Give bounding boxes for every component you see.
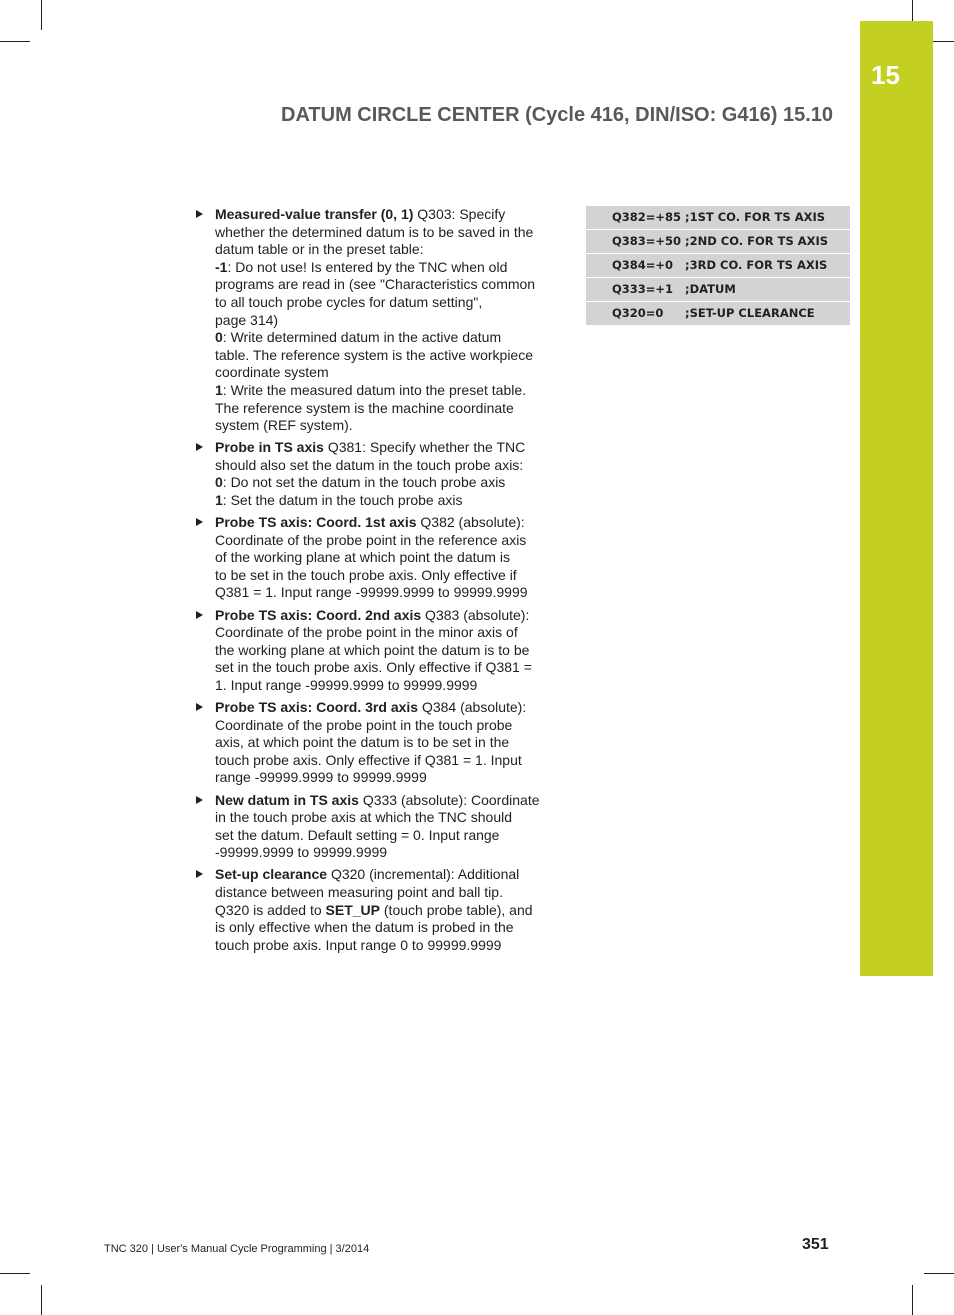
- bullet-triangle-icon: [196, 518, 203, 526]
- param-text: (touch probe table), and: [380, 901, 533, 918]
- param-term: Probe in TS axis: [215, 439, 324, 456]
- bullet-triangle-icon: [196, 443, 203, 451]
- bullet-triangle-icon: [196, 796, 203, 804]
- crop-mark: [41, 0, 42, 30]
- param-text: set in the touch probe axis. Only effective if Q381 =: [215, 659, 532, 676]
- option-text: table. The reference system is the active workpiece: [215, 346, 534, 363]
- code-row: [586, 230, 850, 253]
- param-text: Q381 = 1. Input range -99999.9999 to 99999.9999: [215, 584, 528, 601]
- option-key: 1: [215, 381, 223, 398]
- option-key: 0: [215, 329, 223, 346]
- code-param: Q384=+0: [612, 258, 674, 272]
- param-text: range -99999.9999 to 99999.9999: [215, 769, 427, 786]
- param-text: datum table or in the preset table:: [215, 241, 424, 258]
- param-text: Q382 (absolute):: [416, 514, 525, 531]
- param-text: Coordinate of the probe point in the touch probe: [215, 716, 513, 733]
- code-param: Q382=+85: [612, 210, 682, 224]
- param-term: Measured-value transfer (0, 1): [215, 206, 414, 222]
- param-text: Q320 is added to: [215, 901, 326, 918]
- code-row: [586, 302, 850, 325]
- footer-text: TNC 320 | User's Manual Cycle Programming | 3/2014: [104, 1243, 370, 1255]
- code-comment: ;DATUM: [685, 282, 736, 296]
- bullet-triangle-icon: [196, 210, 203, 218]
- param-text: -99999.9999 to 99999.9999: [215, 844, 388, 861]
- option-text: coordinate system: [215, 364, 329, 381]
- list-item: [196, 514, 558, 602]
- code-row: [586, 206, 850, 229]
- option-text: system (REF system).: [215, 417, 353, 434]
- list-item: [196, 607, 558, 695]
- page-reference[interactable]: page 314): [215, 311, 279, 328]
- param-term: Probe TS axis: Coord. 1st axis: [215, 514, 417, 531]
- param-term: Set-up clearance: [215, 866, 328, 883]
- option-key: 1: [215, 492, 223, 508]
- list-item: [196, 866, 558, 954]
- param-text: Q303: Specify: [413, 206, 506, 222]
- param-text: of the working plane at which point the datum is: [215, 549, 510, 566]
- list-item: [196, 206, 558, 435]
- param-text: Coordinate of the probe point in the reference axis: [215, 531, 527, 548]
- code-comment: ;1ST CO. FOR TS AXIS: [685, 210, 826, 224]
- param-text: Q383 (absolute):: [421, 606, 530, 623]
- list-item: [196, 699, 558, 787]
- param-text: 1. Input range -99999.9999 to 99999.9999: [215, 676, 478, 693]
- param-text: is only effective when the datum is probed in the: [215, 919, 514, 936]
- chapter-tab: [860, 21, 933, 976]
- param-text: touch probe axis. Input range 0 to 99999.9999: [215, 936, 502, 953]
- code-row: [586, 254, 850, 277]
- chapter-number: 15: [871, 60, 900, 90]
- crop-mark: [924, 1273, 954, 1274]
- option-key: 0: [215, 474, 223, 491]
- param-text: Coordinate of the probe point in the minor axis of: [215, 624, 518, 641]
- nc-code-block: [586, 206, 850, 326]
- param-text: set the datum. Default setting = 0. Input range: [215, 826, 500, 843]
- code-comment: ;2ND CO. FOR TS AXIS: [685, 234, 829, 248]
- param-text: Q384 (absolute):: [418, 699, 527, 716]
- param-text: should also set the datum in the touch probe axis:: [215, 456, 524, 473]
- option-text: : Set the datum in the touch probe axis: [222, 492, 463, 508]
- code-comment: ;3RD CO. FOR TS AXIS: [685, 258, 828, 272]
- code-row: [586, 278, 850, 301]
- code-comment: ;SET-UP CLEARANCE: [685, 306, 815, 320]
- param-text: Q320 (incremental): Additional: [327, 866, 520, 883]
- param-text: Q333 (absolute): Coordinate: [358, 791, 540, 808]
- option-text: The reference system is the machine coordinate: [215, 399, 514, 416]
- option-text: : Do not use! Is entered by the TNC when old: [227, 258, 508, 275]
- option-text: : Do not set the datum in the touch probe axis: [222, 474, 506, 491]
- crop-mark: [912, 1285, 913, 1315]
- code-param: Q333=+1: [612, 282, 674, 296]
- page-title: DATUM CIRCLE CENTER (Cycle 416, DIN/ISO: G416) 15.10: [281, 104, 833, 126]
- param-text: distance between measuring point and ball tip.: [215, 883, 503, 900]
- crop-mark: [0, 1273, 30, 1274]
- code-param: Q383=+50: [612, 234, 682, 248]
- param-text: to be set in the touch probe axis. Only effective if: [215, 566, 517, 583]
- param-text: touch probe axis. Only effective if Q381 = 1. Input: [215, 751, 522, 768]
- param-term: Probe TS axis: Coord. 3rd axis: [215, 699, 419, 716]
- param-term: Probe TS axis: Coord. 2nd axis: [215, 606, 422, 623]
- page-number: 351: [802, 1236, 829, 1253]
- bullet-triangle-icon: [196, 870, 203, 878]
- param-text: axis, at which point the datum is to be set in the: [215, 734, 510, 751]
- bullet-triangle-icon: [196, 703, 203, 711]
- param-text: in the touch probe axis at which the TNC should: [215, 809, 513, 826]
- bullet-triangle-icon: [196, 611, 203, 619]
- option-text: to all touch probe cycles for datum setting",: [215, 293, 483, 310]
- param-term: New datum in TS axis: [215, 791, 359, 808]
- parameter-list: [196, 206, 558, 959]
- option-text: programs are read in (see "Characteristics common: [215, 276, 536, 293]
- option-text: : Write determined datum in the active datum: [222, 329, 502, 346]
- option-text: : Write the measured datum into the preset table.: [222, 381, 527, 398]
- code-param: Q320=0: [612, 306, 664, 320]
- crop-mark: [41, 1285, 42, 1315]
- setup-keyword: SET_UP: [325, 901, 380, 918]
- list-item: [196, 792, 558, 862]
- param-text: the working plane at which point the datum is to be: [215, 641, 530, 658]
- crop-mark: [0, 41, 30, 42]
- list-item: [196, 439, 558, 509]
- param-text: whether the determined datum is to be saved in the: [215, 223, 534, 240]
- option-key: -1: [215, 258, 228, 275]
- param-text: Q381: Specify whether the TNC: [323, 439, 526, 456]
